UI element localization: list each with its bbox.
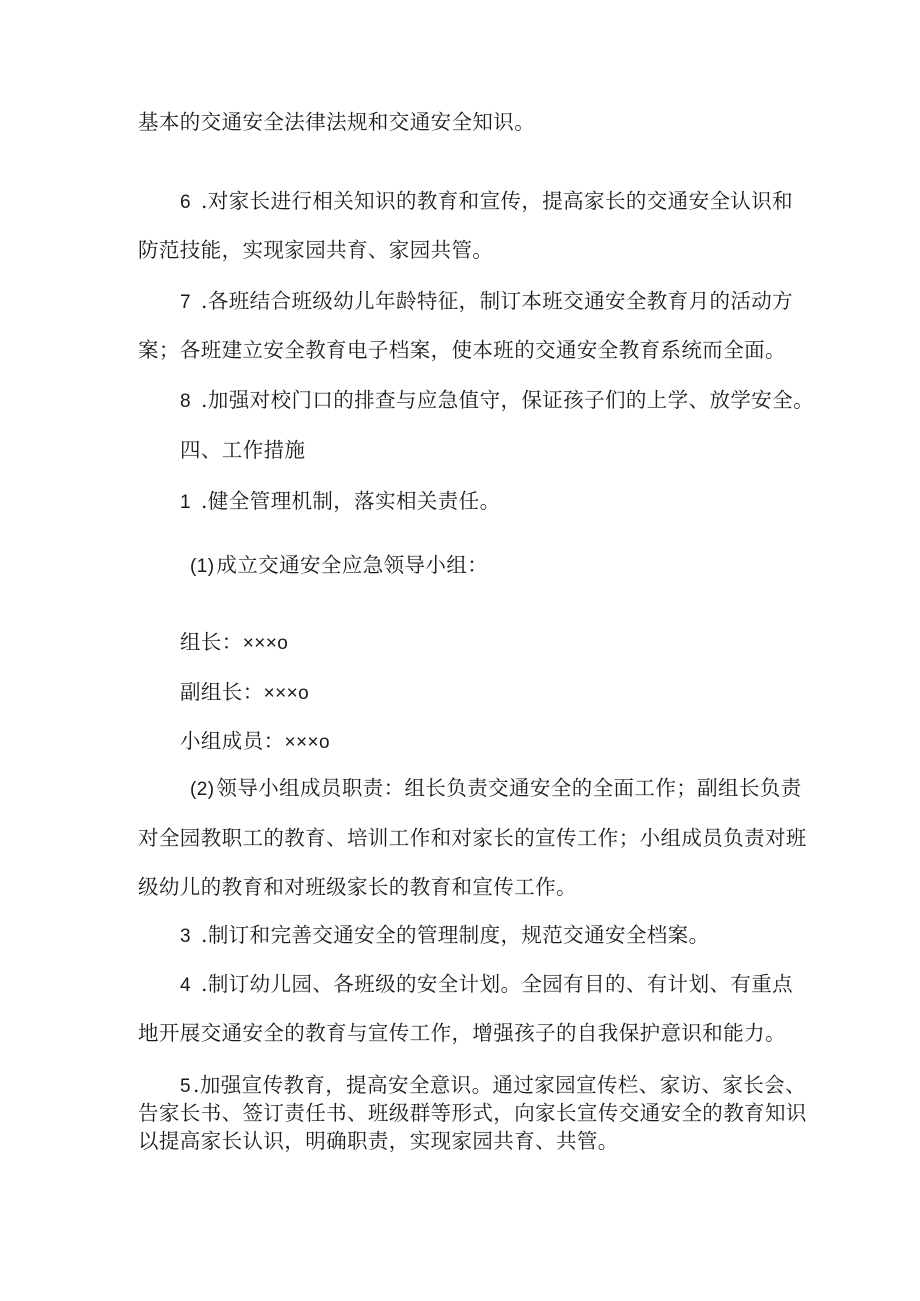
item-number: 1 — [180, 492, 191, 513]
line-text: .健全管理机制，落实相关责任。 — [200, 489, 501, 513]
role-label: 小组成员： — [180, 729, 285, 753]
list-item-5 — [180, 1071, 806, 1101]
line-text: .制订和完善交通安全的管理制度，规范交通安全档案。 — [200, 923, 710, 947]
role-label: 组长： — [180, 630, 243, 654]
list-item-1 — [180, 487, 500, 517]
section-heading — [180, 436, 305, 464]
item-number: 6 — [180, 192, 191, 213]
item-number: (2) — [190, 779, 215, 800]
line-text: 成立交通安全应急领导小组： — [216, 553, 489, 577]
line-text: 案；各班建立安全教育电子档案，使本班的交通安全教育系统而全面。 — [138, 338, 786, 362]
item-number: 8 — [180, 391, 191, 412]
line-text: 地开展交通安全的教育与宣传工作，增强孩子的自我保护意识和能力。 — [138, 1021, 786, 1045]
line-text: 防范技能，实现家园共育、家园共管。 — [138, 238, 494, 262]
list-item-3 — [180, 921, 709, 951]
line-text: 对全园教职工的教育、培训工作和对家长的宣传工作；小组成员负责对班 — [138, 826, 807, 850]
role-value: ×××o — [284, 732, 330, 753]
item-number: 7 — [180, 292, 191, 313]
item-number: (1) — [190, 556, 215, 577]
line-text: 基本的交通安全法律法规和交通安全知识。 — [138, 110, 536, 134]
sub-item-1 — [190, 551, 488, 581]
paragraph-line — [138, 336, 786, 364]
line-text: 级幼儿的教育和对班级家长的教育和宣传工作。 — [138, 875, 577, 899]
paragraph-line — [138, 1099, 807, 1127]
line-text: .加强对校门口的排查与应急值守，保证孩子们的上学、放学安全。 — [200, 388, 814, 412]
paragraph-line — [138, 824, 807, 852]
item-number: 4 — [180, 975, 191, 996]
member-leader — [180, 628, 288, 658]
item-number: 3 — [180, 926, 191, 947]
member-deputy — [180, 678, 309, 708]
heading-text: 四、工作措施 — [180, 438, 306, 462]
list-item-4 — [180, 970, 793, 1000]
role-label: 副组长： — [180, 680, 264, 704]
paragraph-line — [138, 1127, 619, 1155]
line-text: 告家长书、签订责任书、班级群等形式，向家长宣传交通安全的教育知识 — [138, 1101, 807, 1125]
line-text: .对家长进行相关知识的教育和宣传，提高家长的交通安全认识和 — [200, 189, 794, 213]
paragraph-line — [138, 108, 535, 136]
paragraph-line — [138, 1019, 786, 1047]
line-text: 以提高家长认识，明确职责，实现家园共育、共管。 — [138, 1129, 619, 1153]
line-text: .各班结合班级幼儿年龄特征，制订本班交通安全教育月的活动方 — [200, 289, 794, 313]
line-text: 领导小组成员职责：组长负责交通安全的全面工作；副组长负责 — [216, 776, 802, 800]
list-item-8 — [180, 386, 814, 416]
paragraph-line — [138, 236, 493, 264]
line-text: .加强宣传教育，提高安全意识。通过家园宣传栏、家访、家长会、 — [192, 1073, 806, 1097]
sub-item-2 — [190, 774, 802, 804]
role-value: ×××o — [242, 633, 289, 654]
item-number: 5 — [180, 1076, 191, 1097]
member-members — [180, 727, 330, 757]
list-item-6 — [180, 187, 793, 217]
paragraph-line — [138, 873, 577, 901]
line-text: .制订幼儿园、各班级的安全计划。全园有目的、有计划、有重点 — [200, 972, 794, 996]
list-item-7 — [180, 287, 793, 317]
role-value: ×××o — [263, 683, 310, 704]
